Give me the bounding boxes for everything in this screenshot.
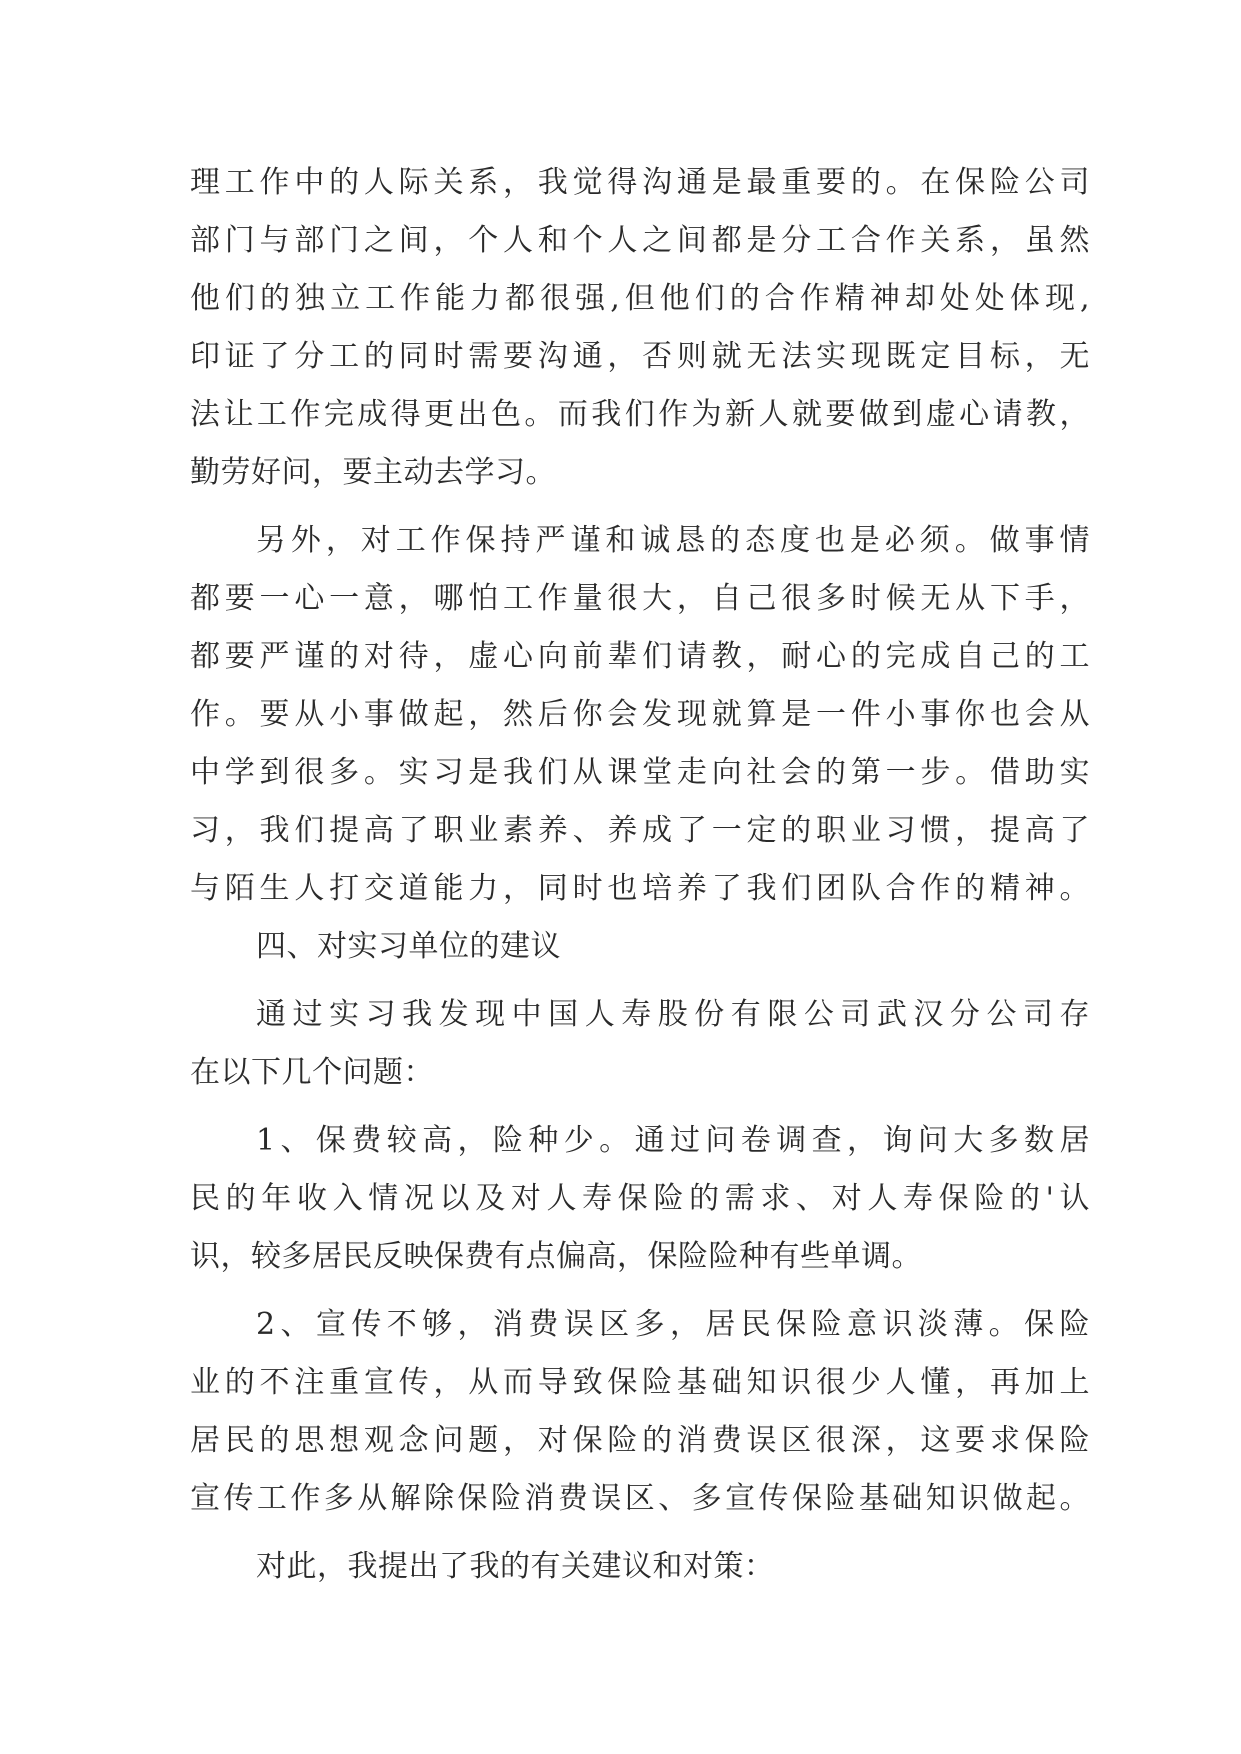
text-line: 通过实习我发现中国人寿股份有限公司武汉分公司存 — [256, 997, 1090, 1032]
text-line: 识，较多居民反映保费有点偏高，保险险种有些单调。 — [190, 1239, 922, 1274]
document-page — [190, 154, 1090, 1596]
text-line: 理工作中的人际关系，我觉得沟通是最重要的。在保险公司 — [190, 165, 1090, 200]
text-line: 民的年收入情况以及对人寿保险的需求、对人寿保险的'认 — [190, 1181, 1090, 1216]
text-line: 四、对实习单位的建议 — [256, 929, 561, 964]
text-line: 法让工作完成得更出色。而我们作为新人就要做到虚心请教， — [190, 397, 1090, 432]
section-heading — [190, 918, 1090, 976]
paragraph — [190, 1112, 1090, 1286]
text-line: 习，我们提高了职业素养、养成了一定的职业习惯，提高了 — [190, 813, 1090, 848]
text-line: 另外，对工作保持严谨和诚恳的态度也是必须。做事情 — [256, 523, 1090, 558]
paragraph — [190, 986, 1090, 1102]
text-line: 与陌生人打交道能力，同时也培养了我们团队合作的精神。 — [190, 871, 1090, 906]
text-line: 都要严谨的对待，虚心向前辈们请教，耐心的完成自己的工 — [190, 639, 1090, 674]
text-line: 部门与部门之间，个人和个人之间都是分工合作关系，虽然 — [190, 223, 1090, 258]
paragraph — [190, 1538, 1090, 1596]
paragraph — [190, 1296, 1090, 1528]
text-line: 都要一心一意，哪怕工作量很大，自己很多时候无从下手， — [190, 581, 1090, 616]
text-line: 2、宣传不够，消费误区多，居民保险意识淡薄。保险 — [256, 1307, 1090, 1342]
text-line: 对此，我提出了我的有关建议和对策： — [256, 1549, 775, 1584]
text-line: 勤劳好问，要主动去学习。 — [190, 455, 556, 490]
text-line: 他们的独立工作能力都很强,但他们的合作精神却处处体现, — [190, 281, 1090, 316]
paragraph — [190, 512, 1090, 918]
text-line: 业的不注重宣传，从而导致保险基础知识很少人懂，再加上 — [190, 1365, 1090, 1400]
text-line: 宣传工作多从解除保险消费误区、多宣传保险基础知识做起。 — [190, 1481, 1090, 1516]
text-line: 作。要从小事做起，然后你会发现就算是一件小事你也会从 — [190, 697, 1090, 732]
text-line: 在以下几个问题： — [190, 1055, 434, 1090]
text-line: 中学到很多。实习是我们从课堂走向社会的第一步。借助实 — [190, 755, 1090, 790]
text-line: 1、保费较高，险种少。通过问卷调查，询问大多数居 — [256, 1123, 1090, 1158]
text-line: 印证了分工的同时需要沟通，否则就无法实现既定目标，无 — [190, 339, 1090, 374]
text-line: 居民的思想观念问题，对保险的消费误区很深，这要求保险 — [190, 1423, 1090, 1458]
paragraph — [190, 154, 1090, 502]
